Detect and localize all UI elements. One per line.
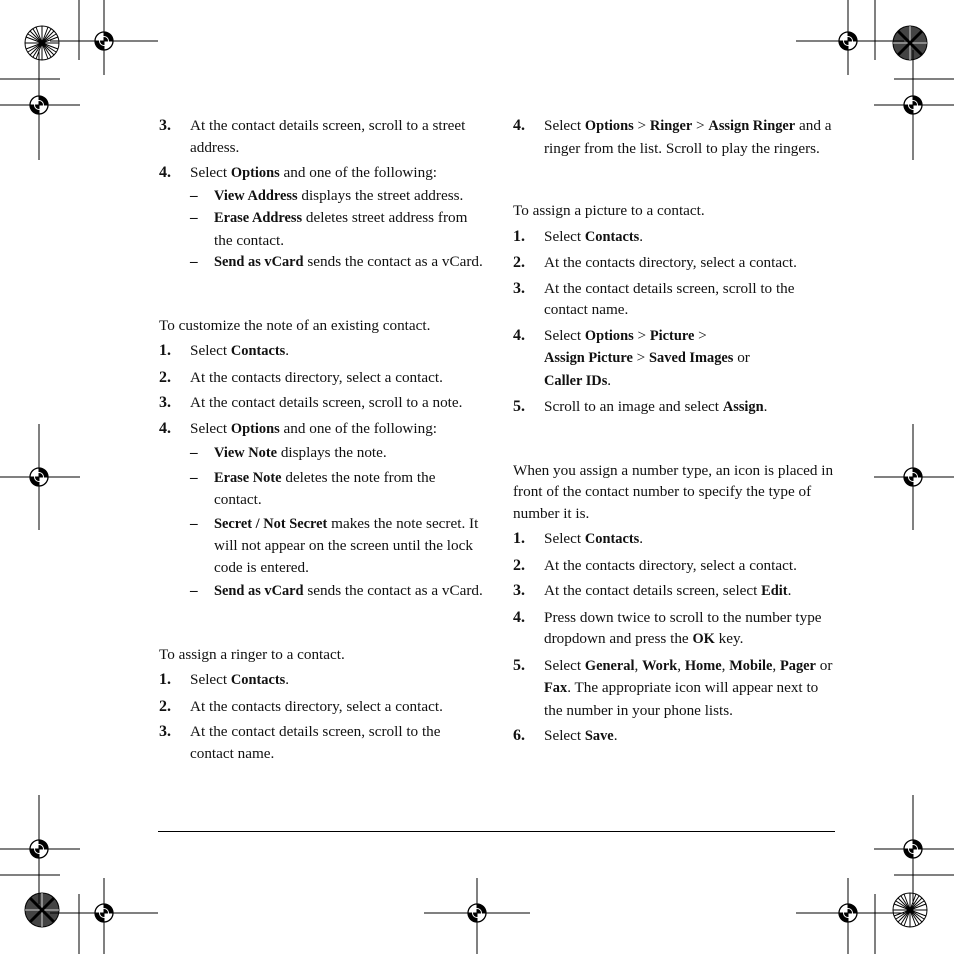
step-text: .: [763, 398, 768, 415]
step-text: At the contact details screen, scroll to a note.: [190, 394, 463, 411]
step-number: 1.: [159, 671, 171, 688]
registration-mark: [468, 904, 486, 922]
star-target-mark: [25, 26, 59, 60]
section-intro-ringer: To assign a ringer to a contact.: [159, 645, 345, 663]
star-target-mark: [893, 26, 927, 60]
step-text: Select: [544, 530, 585, 547]
option-name: View Note: [214, 445, 278, 461]
step-text: At the contact details screen, scroll to the contact name.: [544, 279, 795, 318]
step-text: . The appropriate icon will appear next to the number in your phone lists.: [544, 679, 819, 719]
option-description: sends the contact as a vCard.: [303, 582, 483, 599]
step-text: Select: [190, 342, 231, 359]
step-number: 2.: [159, 368, 171, 386]
step-text: .: [285, 671, 290, 688]
menu-option: Contacts: [230, 672, 286, 688]
step-text: .: [613, 727, 618, 744]
step-text: Select: [544, 117, 585, 134]
menu-option: Contacts: [584, 531, 640, 547]
option-description: deletes street address from the contact.: [214, 209, 468, 249]
menu-option: Contacts: [230, 343, 286, 359]
menu-option: Ringer: [649, 118, 693, 134]
option-description: sends the contact as a vCard.: [303, 253, 483, 270]
menu-option: Options: [230, 165, 280, 181]
registration-mark: [95, 32, 113, 50]
option-description: deletes the note from the contact.: [214, 468, 436, 508]
dash-bullet: –: [190, 444, 198, 461]
registration-mark: [95, 904, 113, 922]
step-number: 3.: [513, 279, 525, 297]
option-name: Secret / Not Secret: [214, 515, 328, 532]
separator: >: [694, 326, 707, 344]
step-text: .: [639, 227, 644, 245]
step-number: 4.: [513, 117, 525, 134]
option-description: makes the note secret. It will not appear on the screen until the lock code is entered.: [214, 514, 479, 576]
option-name: Erase Note: [214, 469, 282, 486]
separator: >: [632, 349, 650, 366]
step-text: At the contact details screen, scroll to the contact name.: [190, 723, 441, 762]
dash-bullet: –: [190, 468, 198, 486]
step-text: .: [639, 530, 644, 547]
section-intro-picture: To assign a picture to a contact.: [513, 202, 705, 219]
step-text: At the contacts directory, select a contact.: [190, 368, 443, 386]
step-number: 3.: [159, 723, 171, 740]
menu-option: Assign Picture: [544, 350, 633, 366]
dash-bullet: –: [190, 253, 198, 270]
step-text: Press down twice to scroll to the number type dropdown and press the: [544, 608, 822, 647]
option-description: displays the street address.: [297, 186, 464, 204]
step-number: 2.: [513, 254, 525, 271]
step-number: 4.: [159, 164, 171, 181]
step-text: Select: [544, 326, 585, 344]
menu-option: Home: [684, 657, 722, 674]
step-number: 5.: [513, 656, 525, 674]
step-text: Select: [544, 227, 585, 245]
menu-option: Assign: [722, 399, 764, 415]
registration-mark: [30, 840, 48, 858]
step-text: Scroll to an image and select: [544, 398, 723, 415]
section-intro-number-type: When you assign a number type, an icon is placed in front of the contact number to specify the type of number it is.: [513, 461, 834, 522]
step-number: 6.: [513, 727, 525, 744]
step-text: Select: [190, 164, 231, 181]
menu-option: Work: [642, 657, 678, 674]
dash-bullet: –: [190, 514, 198, 532]
separator: ,: [721, 656, 730, 674]
menu-option: General: [584, 657, 635, 674]
option-name: Send as vCard: [214, 583, 304, 599]
registration-mark: [904, 840, 922, 858]
separator: >: [633, 117, 650, 134]
separator: >: [692, 117, 709, 134]
separator: or: [733, 349, 750, 366]
step-text: At the contacts directory, select a contact.: [544, 254, 797, 271]
separator: ,: [772, 656, 780, 674]
option-description: displays the note.: [277, 444, 387, 461]
menu-option: Contacts: [584, 228, 640, 245]
registration-mark: [30, 96, 48, 114]
step-number: 5.: [513, 398, 525, 415]
separator: ,: [677, 656, 685, 674]
step-number: 1.: [513, 530, 525, 547]
menu-option: Pager: [779, 657, 816, 674]
step-text: Select: [190, 671, 231, 688]
dash-bullet: –: [190, 582, 198, 599]
step-text: At the contact details screen, scroll to a street address.: [190, 117, 466, 156]
menu-option: Options: [230, 420, 280, 437]
registration-mark: [904, 96, 922, 114]
separator: ,: [634, 656, 643, 674]
registration-mark: [839, 904, 857, 922]
step-number: 2.: [513, 556, 525, 574]
menu-option: Fax: [544, 680, 568, 696]
step-number: 4.: [513, 326, 525, 344]
step-text: .: [607, 371, 612, 389]
step-text: .: [285, 342, 290, 359]
separator: >: [633, 326, 650, 344]
step-number: 3.: [159, 394, 171, 411]
separator: or: [815, 656, 833, 674]
step-number: 2.: [159, 697, 171, 715]
star-target-mark: [893, 893, 927, 927]
star-target-mark: [25, 893, 59, 927]
menu-option: Options: [584, 327, 634, 344]
menu-option: Options: [584, 118, 634, 134]
step-text: and one of the following:: [279, 164, 438, 181]
menu-option: Mobile: [729, 657, 773, 674]
step-text: and a ringer from the list. Scroll to play the ringers.: [544, 117, 832, 157]
registration-mark: [839, 32, 857, 50]
step-number: 3.: [159, 117, 171, 134]
step-number: 1.: [513, 227, 525, 245]
step-number: 4.: [513, 608, 525, 626]
step-text: .: [787, 582, 792, 599]
section-intro-note: To customize the note of an existing contact.: [159, 316, 431, 334]
step-number: 4.: [159, 419, 171, 437]
option-name: Send as vCard: [214, 254, 304, 270]
step-text: At the contacts directory, select a contact.: [190, 697, 443, 715]
option-name: Erase Address: [214, 210, 303, 226]
step-text: Select: [544, 727, 585, 744]
menu-option: Saved Images: [649, 350, 734, 366]
dash-bullet: –: [190, 209, 198, 226]
step-text: Select: [544, 656, 585, 674]
key-name: OK: [692, 631, 715, 647]
menu-option: Caller IDs: [544, 372, 608, 389]
step-number: 1.: [159, 342, 171, 359]
menu-option: Picture: [649, 327, 695, 344]
step-text: key.: [714, 630, 744, 647]
step-text: At the contact details screen, select: [544, 582, 762, 599]
step-text: Select: [190, 419, 231, 437]
registration-mark: [30, 468, 48, 486]
dash-bullet: –: [190, 186, 198, 204]
step-number: 3.: [513, 582, 525, 599]
option-name: View Address: [214, 187, 298, 204]
menu-option: Assign Ringer: [708, 118, 796, 134]
step-text: and one of the following:: [279, 419, 438, 437]
step-text: At the contacts directory, select a contact.: [544, 556, 797, 574]
menu-option: Save: [584, 728, 614, 744]
menu-option: Edit: [761, 583, 788, 599]
registration-mark: [904, 468, 922, 486]
